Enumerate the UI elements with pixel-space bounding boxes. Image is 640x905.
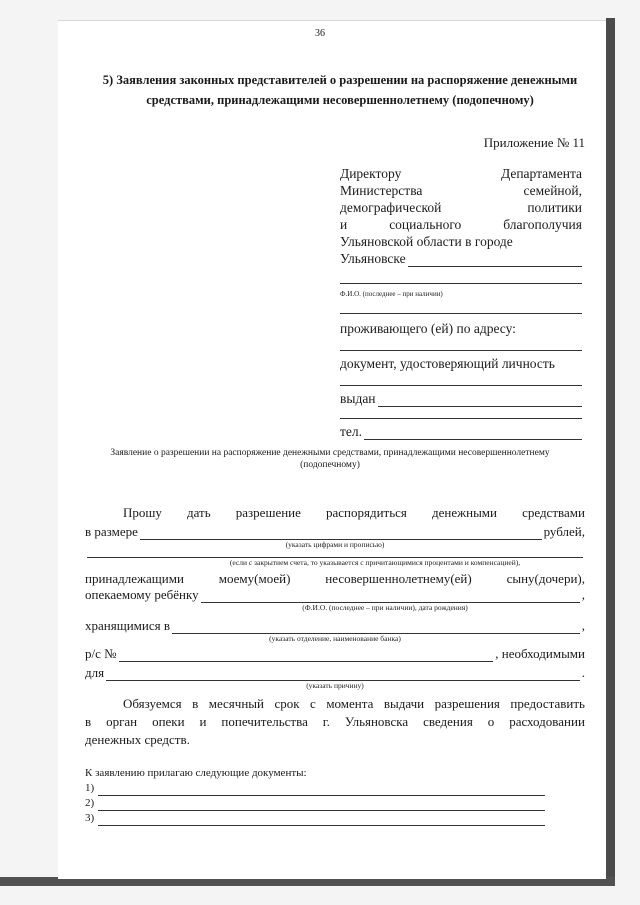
body-word: сыну(дочери), xyxy=(506,571,585,586)
body-word: с xyxy=(310,696,316,711)
fio-field-2[interactable] xyxy=(340,268,582,284)
body-word: Ульяновска xyxy=(344,714,409,729)
phone-line xyxy=(340,423,582,440)
addr-line: Ульяновской области в городе xyxy=(340,234,513,249)
reason-field[interactable] xyxy=(106,666,580,681)
attachment-line-2 xyxy=(85,796,545,811)
account-suffix: , необходимыми xyxy=(495,646,585,661)
addr-word: политики xyxy=(527,200,582,215)
bank-caption: (указать отделение, наименование банка) xyxy=(269,634,401,643)
body-word: попечительства xyxy=(221,714,308,729)
issued-field[interactable] xyxy=(378,393,582,407)
body-word: несовершеннолетнему(ей) xyxy=(325,571,472,586)
section-heading: 5) Заявления законных представителей о разрешении на распоряжение денежными средствами, принадлежащими несовершеннолетнему (подопечному) xyxy=(102,73,578,107)
addr-line-city xyxy=(340,250,582,267)
attachment-num: 2) xyxy=(85,797,95,809)
body-word: в xyxy=(85,714,92,729)
issued-field-2[interactable] xyxy=(340,408,582,419)
attachment-num: 3) xyxy=(85,812,95,824)
body-word: моему(моей) xyxy=(218,571,291,586)
addr-word: Департамента xyxy=(500,166,582,181)
for-prefix: для xyxy=(85,665,105,680)
addr-word: социального xyxy=(389,217,462,232)
id-doc-field[interactable] xyxy=(340,373,582,386)
amount-field[interactable] xyxy=(140,525,542,540)
body-line: денежных средств. xyxy=(85,732,190,747)
addr-word: Директору xyxy=(340,166,402,181)
attachments-intro: К заявлению прилагаю следующие документы: xyxy=(85,767,307,779)
attachment-field-2[interactable] xyxy=(98,799,545,811)
request-paragraph xyxy=(85,505,585,748)
body-word: предоставить xyxy=(510,696,585,711)
body-word: средствами xyxy=(522,505,585,520)
form-title: Заявление о разрешении на распоряжение денежными средствами, принадлежащими несовершеннолетнему (подопечному) xyxy=(110,448,550,470)
body-word: в xyxy=(192,696,199,711)
attachments-block xyxy=(85,766,555,826)
body-word: выдачи xyxy=(383,696,425,711)
amount-caption: (указать цифрами и прописью) xyxy=(285,540,385,549)
attachment-line-3 xyxy=(85,811,545,826)
addr-city: Ульяновске xyxy=(340,251,406,266)
body-word: разрешения xyxy=(434,696,500,711)
attachment-field-1[interactable] xyxy=(98,784,545,796)
page-number: 36 xyxy=(315,28,325,39)
addr-word: семейной, xyxy=(523,183,582,198)
addressee-block xyxy=(340,165,582,440)
body-word: срок xyxy=(274,696,300,711)
issued-line xyxy=(340,390,582,407)
body-word: разрешение xyxy=(235,505,301,520)
account-prefix: р/с № xyxy=(85,646,117,661)
addr-word: Министерства xyxy=(340,183,423,198)
body-word: Прошу xyxy=(123,505,162,520)
child-field[interactable] xyxy=(201,588,580,603)
page-shadow-right xyxy=(606,18,615,883)
fio-field[interactable] xyxy=(408,253,582,267)
body-word: месячный xyxy=(208,696,264,711)
fio-caption: Ф.И.О. (последнее – при наличии) xyxy=(340,290,443,298)
attachment-field-3[interactable] xyxy=(98,814,545,826)
addr-word: и xyxy=(340,217,348,232)
body-word: о xyxy=(487,714,495,729)
child-caption: (Ф.И.О. (последнее – при наличии), дата рождения) xyxy=(302,603,468,612)
body-word: и xyxy=(199,714,207,729)
addr-word: благополучия xyxy=(503,217,582,232)
body-word: дать xyxy=(187,505,211,520)
body-word: г. xyxy=(322,714,330,729)
address-field[interactable] xyxy=(340,338,582,351)
stored-prefix: хранящимися в xyxy=(85,618,170,633)
issued-label: выдан xyxy=(340,391,376,406)
reason-caption: (указать причину) xyxy=(306,681,364,690)
child-prefix: опекаемому ребёнку xyxy=(85,587,199,602)
for-suffix: . xyxy=(581,665,585,680)
addr-word: демографической xyxy=(340,200,442,215)
account-details-field[interactable] xyxy=(87,549,583,558)
body-word: Обязуемся xyxy=(123,696,182,711)
body-word: расходовании xyxy=(509,714,585,729)
bank-field[interactable] xyxy=(172,619,580,634)
attachment-num: 1) xyxy=(85,782,95,794)
amount-suffix: рублей, xyxy=(543,524,585,539)
body-word: принадлежащими xyxy=(85,571,184,586)
annex-label: Приложение № 11 xyxy=(483,135,585,150)
body-word: опеки xyxy=(152,714,185,729)
child-suffix: , xyxy=(581,587,585,602)
account-caption: (если с закрытием счета, то указывается с причитающимися процентами и компенсацией), xyxy=(229,558,521,567)
body-word: момента xyxy=(326,696,374,711)
stored-suffix: , xyxy=(581,618,585,633)
body-word: сведения xyxy=(423,714,473,729)
id-doc-label: документ, удостоверяющий личность xyxy=(340,356,555,371)
body-word: распорядиться xyxy=(326,505,407,520)
attachment-line-1 xyxy=(85,781,545,796)
phone-label: тел. xyxy=(340,424,363,439)
body-word: орган xyxy=(106,714,138,729)
amount-prefix: в размере xyxy=(85,524,138,539)
body-word: денежными xyxy=(432,505,497,520)
account-number-field[interactable] xyxy=(119,647,494,662)
fio-field-3[interactable] xyxy=(340,305,582,314)
phone-field[interactable] xyxy=(364,426,582,440)
residing-label: проживающего (ей) по адресу: xyxy=(340,321,516,336)
